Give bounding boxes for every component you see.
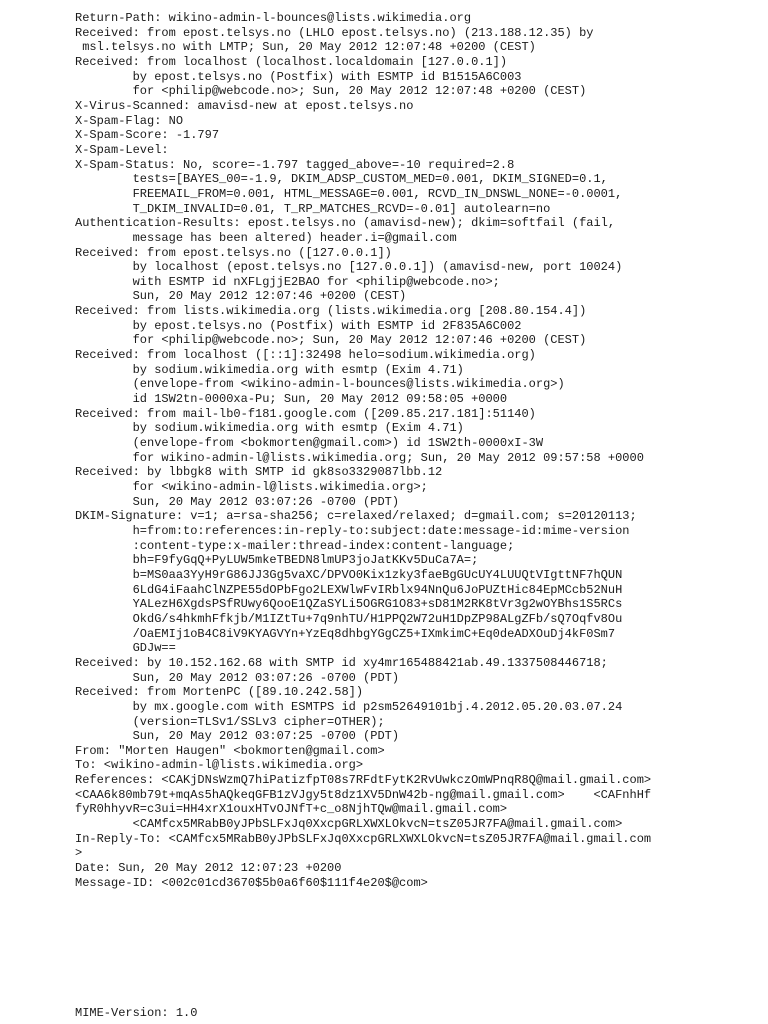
header-line: X-Spam-Level: <box>75 142 169 157</box>
header-line: id 1SW2tn-0000xa-Pu; Sun, 20 May 2012 09:58:05 +0000 <box>75 392 508 407</box>
header-line: Received: from epost.telsys.no (LHLO epost.telsys.no) (213.188.12.35) by <box>75 25 594 40</box>
header-line: by sodium.wikimedia.org with esmtp (Exim 4.71) <box>75 421 464 436</box>
header-line: 6LdG4iFaahClNZPE55dOPbFgo2LEXWlwFvIRblx94NnQu6JoPUZtHic84EpMCcb52NuH <box>75 582 623 597</box>
header-line: > <box>75 846 83 861</box>
header-line: Sun, 20 May 2012 03:07:26 -0700 (PDT) <box>75 494 400 509</box>
header-line: X-Spam-Score: -1.797 <box>75 128 220 143</box>
header-line: :content-type:x-mailer:thread-index:content-language; <box>75 538 515 553</box>
header-line: OkdG/s4hkmhFfkjb/M1IZtTu+7q9nhTU/H1PPQ2W72uH1DpZP98ALgZFb/sQ7Oqfv8Ou <box>75 611 623 626</box>
header-line: with ESMTP id nXFLgjjE2BAO for <philip@webcode.no>; <box>75 274 500 289</box>
header-line: Authentication-Results: epost.telsys.no (amavisd-new); dkim=softfail (fail, <box>75 216 616 231</box>
header-line: Received: by 10.152.162.68 with SMTP id xy4mr165488421ab.49.1337508446718; <box>75 655 608 670</box>
header-line: Received: from MortenPC ([89.10.242.58]) <box>75 685 364 700</box>
header-line: DKIM-Signature: v=1; a=rsa-sha256; c=relaxed/relaxed; d=gmail.com; s=20120113; <box>75 509 637 524</box>
header-line: for <wikino-admin-l@lists.wikimedia.org>; <box>75 480 428 494</box>
header-line: Received: by lbbgk8 with SMTP id gk8so3329087lbb.12 <box>75 465 443 480</box>
header-line: tests=[BAYES_00=-1.9, DKIM_ADSP_CUSTOM_MED=0.001, DKIM_SIGNED=0.1, <box>75 172 608 187</box>
header-line: Sun, 20 May 2012 03:07:25 -0700 (PDT) <box>75 729 400 744</box>
header-line: Return-Path: wikino-admin-l-bounces@lists.wikimedia.org <box>75 11 472 25</box>
header-line: X-Spam-Status: No, score=-1.797 tagged_above=-10 required=2.8 <box>75 157 515 172</box>
header-line: h=from:to:references:in-reply-to:subject:date:message-id:mime-version <box>75 523 630 538</box>
header-line: by localhost (epost.telsys.no [127.0.0.1]) (amavisd-new, port 10024) <box>75 260 623 275</box>
header-line: T_DKIM_INVALID=0.01, T_RP_MATCHES_RCVD=-0.01] autolearn=no <box>75 201 551 216</box>
header-line: msl.telsys.no with LMTP; Sun, 20 May 2012 12:07:48 +0200 (CEST) <box>75 40 536 55</box>
header-line: (envelope-from <wikino-admin-l-bounces@lists.wikimedia.org>) <box>75 377 565 392</box>
header-line: Date: Sun, 20 May 2012 12:07:23 +0200 <box>75 861 342 876</box>
header-line: message has been altered) header.i=@gmail.com <box>75 230 457 245</box>
header-line: Sun, 20 May 2012 03:07:26 -0700 (PDT) <box>75 670 400 685</box>
header-line: fyR0hhyvR=c3ui=HH4xrX1ouxHTvOJNfT+c_o8NjhTQw@mail.gmail.com> <box>75 802 508 817</box>
header-line: YALezH6XgdsPSfRUwy6QooE1QZaSYLi5OGRG1O83+sD81M2RK8tVr3g2wOYBhs1S5RCs <box>75 597 623 612</box>
header-line: Received: from localhost (localhost.localdomain [127.0.0.1]) <box>75 54 508 69</box>
header-line: by sodium.wikimedia.org with esmtp (Exim 4.71) <box>75 362 464 377</box>
header-line: Message-ID: <002c01cd3670$5b0a6f60$111f4e20$@com> <box>75 875 428 890</box>
header-line: Received: from localhost ([::1]:32498 helo=sodium.wikimedia.org) <box>75 348 536 363</box>
header-line: In-Reply-To: <CAMfcx5MRabB0yJPbSLFxJq0XxcpGRLXWXLOkvcN=tsZ05JR7FA@mail.gmail.com <box>75 831 652 846</box>
header-line: X-Virus-Scanned: amavisd-new at epost.telsys.no <box>75 98 414 113</box>
header-line: <CAA6k80mb79t+mqAs5hAQkeqGFB1zVJgy5t8dz1XV5DnW42b-ng@mail.gmail.com> <CAFnhHf <box>75 787 652 802</box>
header-line: Received: from mail-lb0-f181.google.com ([209.85.217.181]:51140) <box>75 406 536 421</box>
header-line: <CAMfcx5MRabB0yJPbSLFxJq0XxcpGRLXWXLOkvcN=tsZ05JR7FA@mail.gmail.com> <box>75 817 623 832</box>
header-line: Received: from lists.wikimedia.org (lists.wikimedia.org [208.80.154.4]) <box>75 304 587 319</box>
mime-version-header: MIME-Version: 1.0 <box>75 1006 198 1020</box>
header-line: bh=F9fyGqQ+PyLUW5mkeTBEDN8lmUP3joJatKKv5DuCa7A=; <box>75 553 479 568</box>
header-line: by mx.google.com with ESMTPS id p2sm52649101bj.4.2012.05.20.03.07.24 <box>75 699 623 714</box>
header-line: References: <CAKjDNsWzmQ7hiPatizfpT08s7RFdtFytK2RvUwkczOmWPnqR8Q@mail.gmail.com> <box>75 773 652 788</box>
header-line: b=MS0aa3YyH9rG86JJ3Gg5vaXC/DPVO0Kix1zky3faeBgGUcUY4LUUQtVIgttNF7hQUN <box>75 567 623 582</box>
header-line: for wikino-admin-l@lists.wikimedia.org; Sun, 20 May 2012 09:57:58 +0000 <box>75 450 644 465</box>
header-line: FREEMAIL_FROM=0.001, HTML_MESSAGE=0.001, RCVD_IN_DNSWL_NONE=-0.0001, <box>75 186 623 201</box>
header-line: Received: from epost.telsys.no ([127.0.0.1]) <box>75 245 392 260</box>
header-line: X-Spam-Flag: NO <box>75 113 184 128</box>
email-headers <box>75 11 765 890</box>
header-line: From: "Morten Haugen" <bokmorten@gmail.com> <box>75 743 385 758</box>
header-line: by epost.telsys.no (Postfix) with ESMTP id 2F835A6C002 <box>75 318 522 333</box>
header-line: /OaEMIj1oB4C8iV9KYAGVYn+YzEq8dhbgYGgCZ5+IXmkimC+Eq0deADXOuDj4kF0Sm7 <box>75 626 616 641</box>
header-line: GDJw== <box>75 641 176 656</box>
header-line: by epost.telsys.no (Postfix) with ESMTP id B1515A6C003 <box>75 69 522 84</box>
header-line: (version=TLSv1/SSLv3 cipher=OTHER); <box>75 714 385 729</box>
header-line: (envelope-from <bokmorten@gmail.com>) id 1SW2th-0000xI-3W <box>75 436 544 451</box>
header-line: To: <wikino-admin-l@lists.wikimedia.org> <box>75 758 364 773</box>
header-line: for <philip@webcode.no>; Sun, 20 May 2012 12:07:46 +0200 (CEST) <box>75 333 587 348</box>
header-line: Sun, 20 May 2012 12:07:46 +0200 (CEST) <box>75 289 407 304</box>
header-line: for <philip@webcode.no>; Sun, 20 May 2012 12:07:48 +0200 (CEST) <box>75 84 587 99</box>
